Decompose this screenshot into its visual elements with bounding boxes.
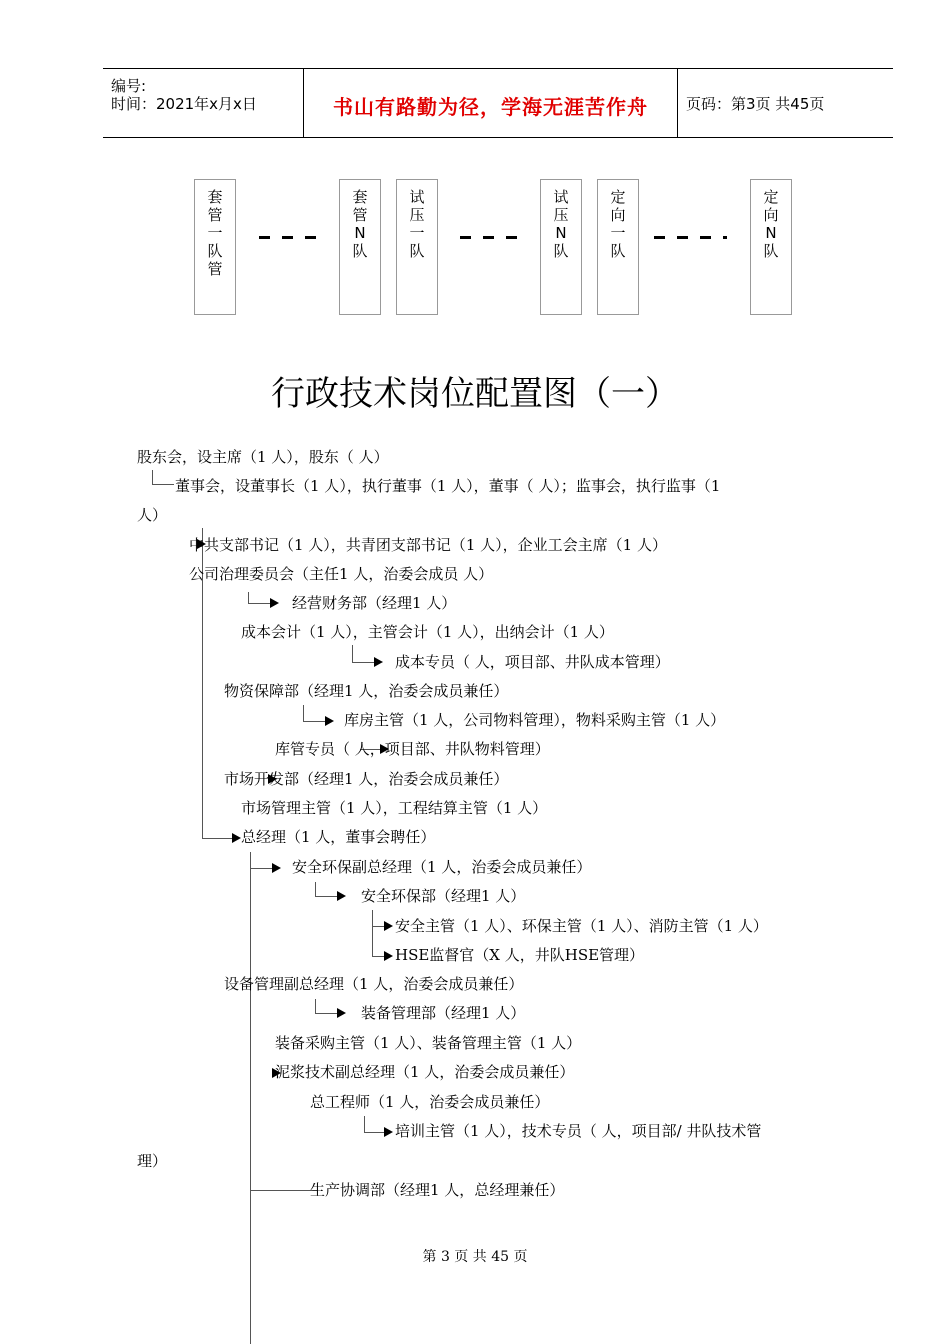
box-char: 队 — [610, 242, 626, 260]
connector-line — [364, 1132, 384, 1133]
team-box-casing-1 — [194, 179, 236, 315]
box-char: 向 — [610, 206, 626, 224]
org-line-finance: 经营财务部（经理1 人） — [292, 594, 457, 612]
connector-line — [303, 705, 304, 721]
connector-line — [372, 926, 384, 927]
box-char: 压 — [553, 206, 569, 224]
team-box-directional-1 — [597, 179, 639, 315]
org-line-accountants: 成本会计（1 人），主管会计（1 人），出纳会计（1 人） — [241, 623, 614, 641]
arrow-icon — [337, 891, 346, 901]
org-line-cost-specialist: 成本专员（ 人，项目部、井队成本管理） — [395, 653, 670, 671]
org-line-materials: 物资保障部（经理1 人，治委会成员兼任） — [224, 682, 509, 700]
arrow-icon — [384, 951, 393, 961]
team-box-directional-n — [750, 179, 792, 315]
box-char: 套 — [207, 188, 223, 206]
box-char: 一 — [610, 224, 626, 242]
org-line-warehouse: 库房主管（1 人，公司物料管理），物料采购主管（1 人） — [344, 711, 726, 729]
box-char: 向 — [763, 206, 779, 224]
org-line-hse-vp: 安全环保副总经理（1 人，治委会成员兼任） — [292, 858, 592, 876]
connector-line — [303, 721, 325, 722]
arrow-icon — [374, 657, 383, 667]
org-line-hse-supervisors: 安全主管（1 人）、环保主管（1 人）、消防主管（1 人） — [395, 917, 768, 935]
connector-line — [372, 910, 373, 956]
team-box-casing-n — [339, 179, 381, 315]
box-char: N — [555, 224, 567, 242]
box-char: 队 — [352, 242, 368, 260]
header-page-number: 页码：第3页 共45页 — [686, 95, 825, 113]
org-line-mud-vp: 泥浆技术副总经理（1 人，治委会成员兼任） — [275, 1063, 575, 1081]
box-char: 定 — [763, 188, 779, 206]
box-char: N — [765, 224, 777, 242]
box-char: 队 — [763, 242, 779, 260]
connector-line — [250, 868, 272, 869]
org-line-chief-engineer: 总工程师（1 人，治委会成员兼任） — [310, 1093, 550, 1111]
org-line-shareholders: 股东会，设主席（1 人），股东（ 人） — [137, 448, 389, 466]
box-char: 队 — [207, 242, 223, 260]
connector-line — [315, 999, 316, 1013]
team-box-pressure-n — [540, 179, 582, 315]
box-char: 套 — [352, 188, 368, 206]
box-char: 管 — [207, 206, 223, 224]
box-char: 管 — [352, 206, 368, 224]
connector-line — [202, 838, 232, 839]
box-char: 定 — [610, 188, 626, 206]
connector-line — [364, 1116, 365, 1132]
connector-line — [315, 882, 316, 896]
header-motto: 书山有路勤为径，学海无涯苦作舟 — [333, 95, 648, 119]
connector-line — [352, 662, 374, 663]
arrow-icon — [325, 716, 334, 726]
header-page-cell — [678, 69, 893, 137]
arrow-icon — [337, 1008, 346, 1018]
connector-line — [250, 1190, 318, 1191]
org-line-board: 董事会，设董事长（1 人），执行董事（1 人），董事（ 人）；监事会，执行监事（1 — [175, 477, 721, 495]
box-char: 试 — [553, 188, 569, 206]
arrow-icon — [270, 598, 279, 608]
page-footer: 第 3 页 共 45 页 — [422, 1249, 528, 1265]
org-line-board-cont: 人） — [137, 506, 168, 524]
org-line-market-mgmt: 市场管理主管（1 人），工程结算主管（1 人） — [241, 799, 548, 817]
box-char: 一 — [207, 224, 223, 242]
arrow-icon — [384, 921, 393, 931]
org-line-training: 培训主管（1 人），技术专员（ 人，项目部/ 井队技术管 — [395, 1122, 762, 1140]
org-line-warehouse-staff: 库管专员（ 人，项目部、井队物料管理） — [275, 740, 550, 758]
org-line-hse-officer: HSE监督官（X 人，井队HSE管理） — [395, 946, 645, 964]
arrow-icon — [232, 833, 241, 843]
org-line-hse-dept: 安全环保部（经理1 人） — [361, 887, 526, 905]
connector-line — [315, 896, 337, 897]
page-header — [103, 68, 893, 138]
org-line-equipment-dept: 装备管理部（经理1 人） — [361, 1004, 526, 1022]
connector-line — [250, 852, 251, 1344]
org-line-party: 中共支部书记（1 人），共青团支部书记（1 人），企业工会主席（1 人） — [189, 536, 667, 554]
box-char: 一 — [409, 224, 425, 242]
box-char: 管 — [207, 260, 223, 278]
connector-line — [352, 645, 353, 662]
arrow-icon — [272, 863, 281, 873]
connector-line — [315, 1013, 337, 1014]
box-char: 队 — [409, 242, 425, 260]
header-motto-cell — [304, 69, 678, 137]
org-line-governance: 公司治理委员会（主任1 人，治委会成员 人） — [189, 565, 494, 583]
connector-line — [152, 470, 153, 484]
org-line-equipment-vp: 设备管理副总经理（1 人，治委会成员兼任） — [224, 975, 524, 993]
connector-line — [372, 956, 384, 957]
doc-time-label: 时间：2021年x月x日 — [111, 95, 257, 113]
box-char: 试 — [409, 188, 425, 206]
page-title: 行政技术岗位配置图（一） — [271, 374, 679, 414]
org-line-training-cont: 理） — [137, 1152, 168, 1170]
org-line-equipment-staff: 装备采购主管（1 人）、装备管理主管（1 人） — [275, 1034, 582, 1052]
arrow-icon — [384, 1127, 393, 1137]
connector-line — [152, 484, 174, 485]
box-char: 压 — [409, 206, 425, 224]
org-line-gm: 总经理（1 人，董事会聘任） — [241, 828, 436, 846]
box-char: N — [354, 224, 366, 242]
org-line-production: 生产协调部（经理1 人，总经理兼任） — [310, 1181, 565, 1199]
header-meta — [103, 69, 304, 137]
org-line-market: 市场开发部（经理1 人，治委会成员兼任） — [224, 770, 509, 788]
team-box-pressure-1 — [396, 179, 438, 315]
box-char: 队 — [553, 242, 569, 260]
doc-number-label: 编号: — [111, 77, 147, 95]
connector-line — [248, 603, 270, 604]
